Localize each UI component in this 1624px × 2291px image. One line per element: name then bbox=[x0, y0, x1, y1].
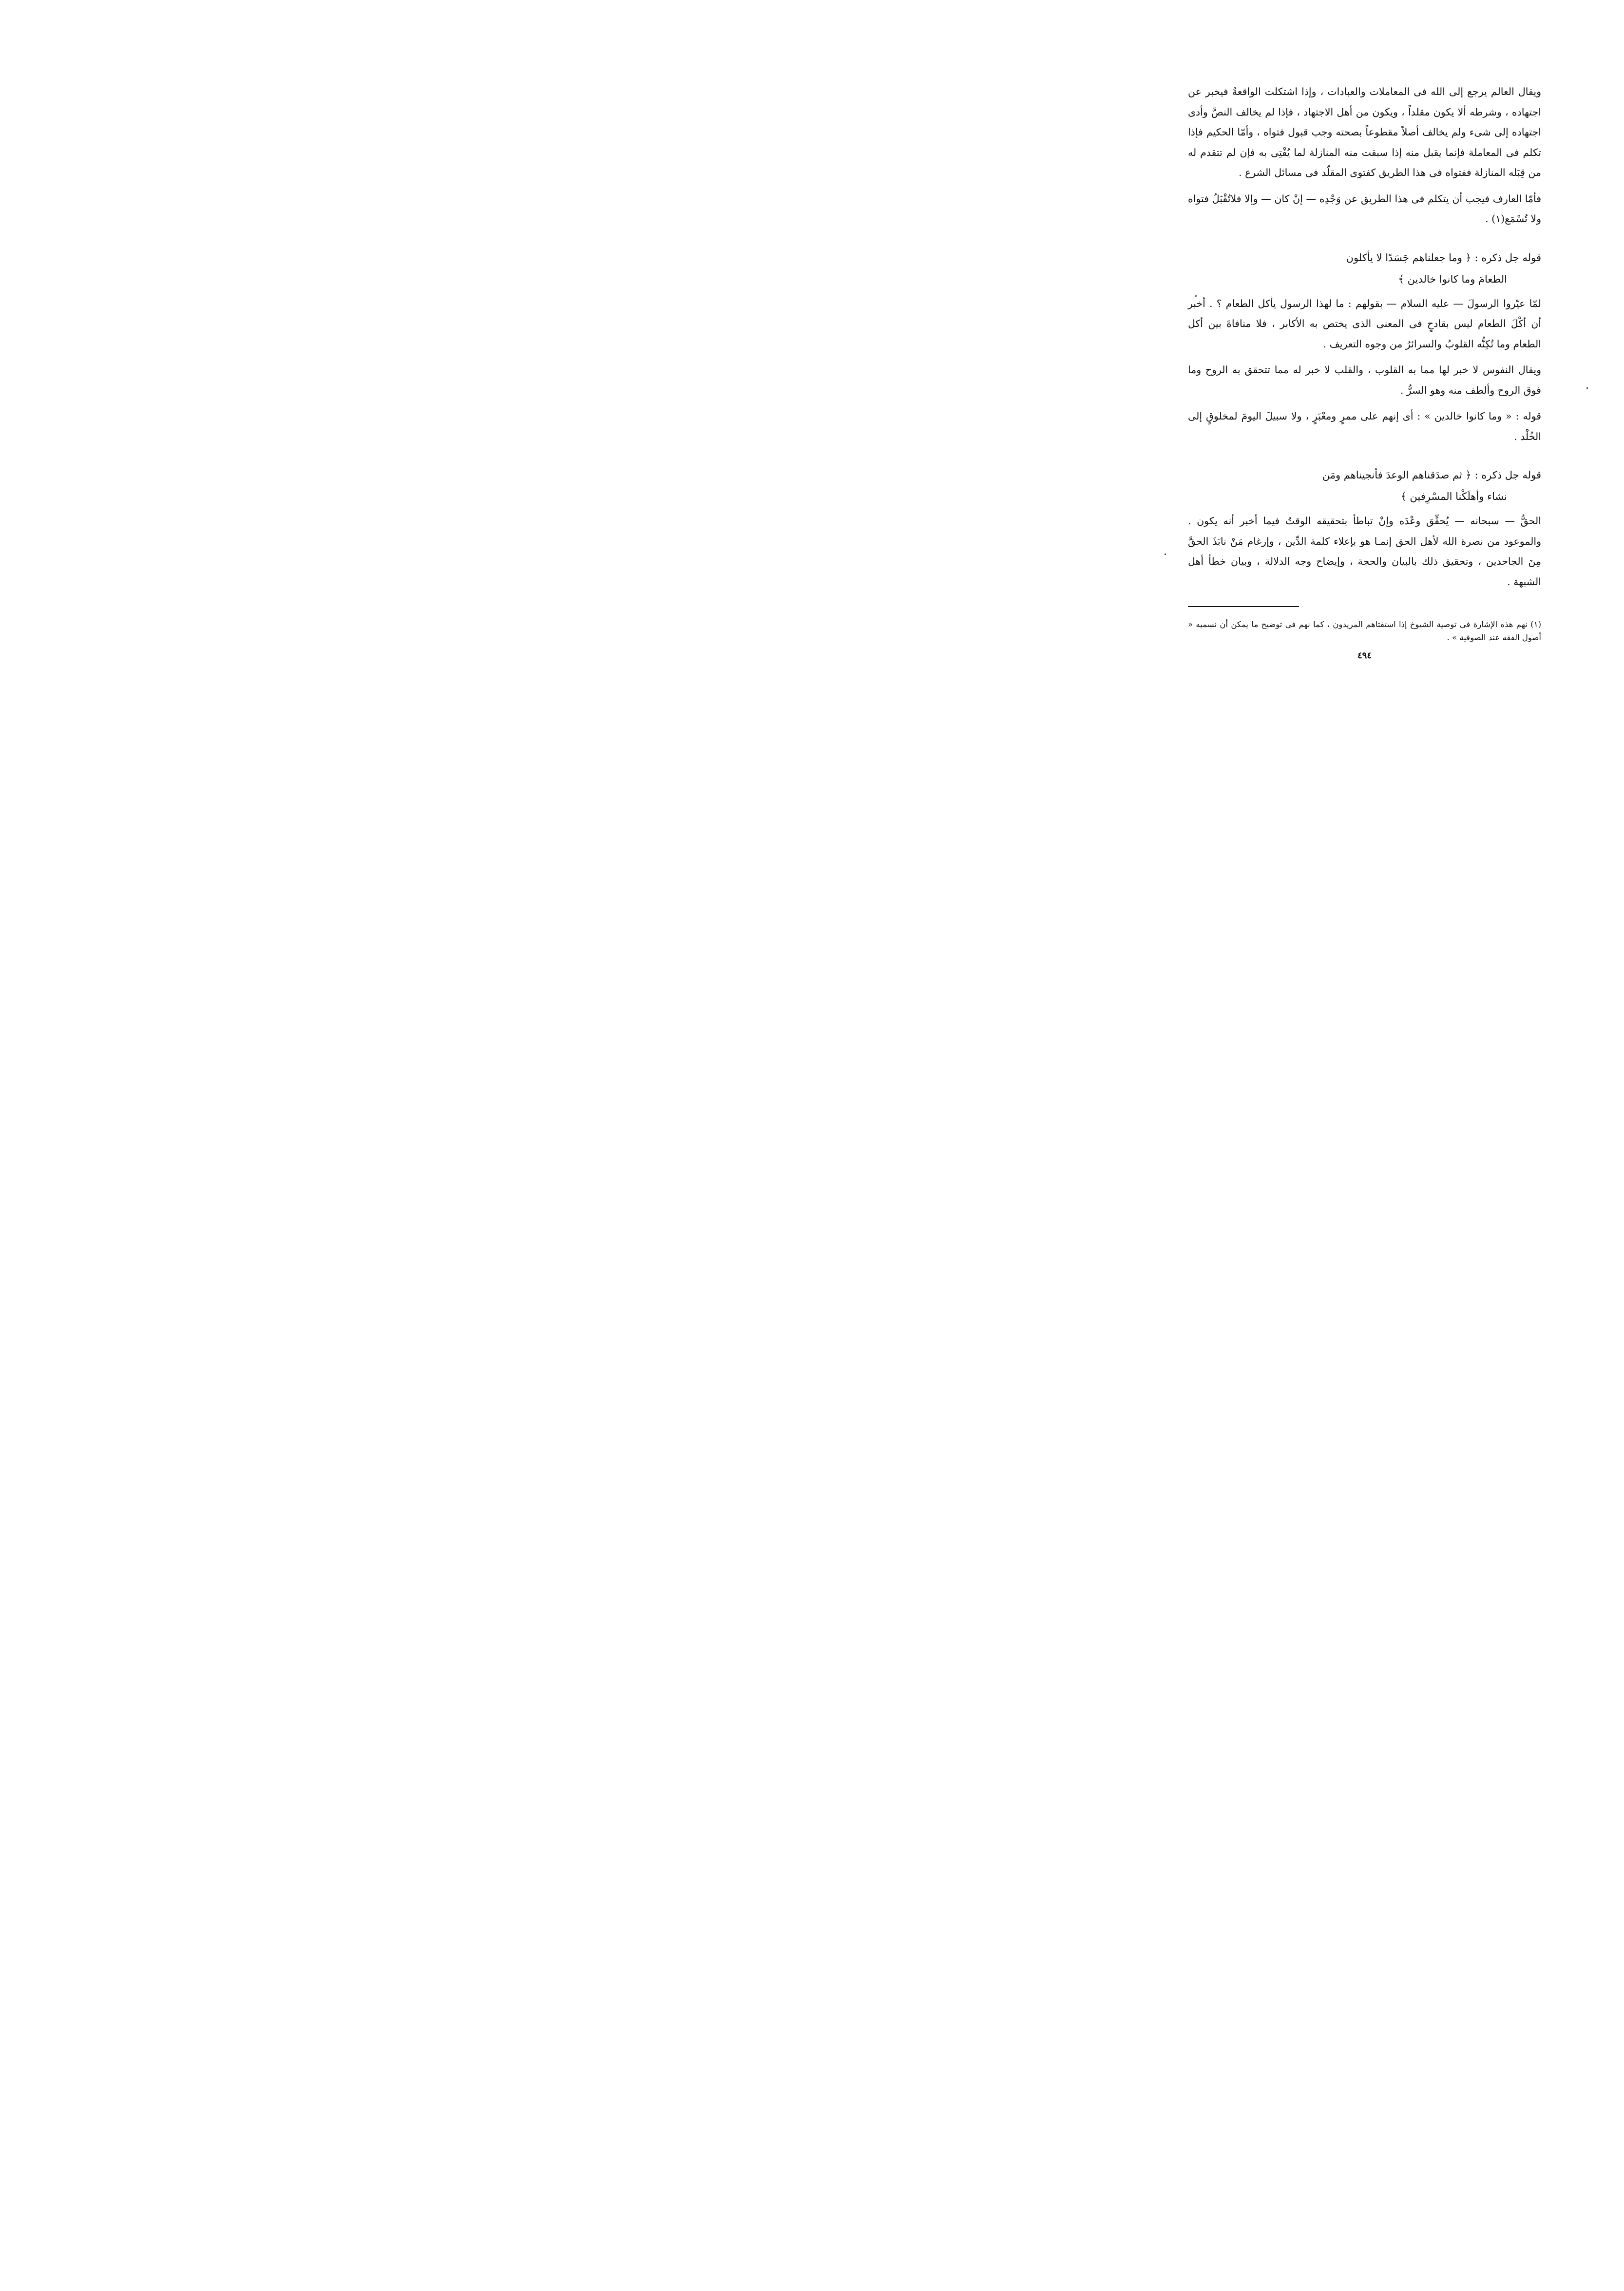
verse-heading-2 bbox=[1188, 464, 1541, 507]
footnote: (١) نهم هذه الإشارة فى توصية الشيوخ إذا استفتاهم المريدون ، كما نهم فى توضيح ما يمكن أن نسميه « أصول الفقه عند الصوفية » . bbox=[1188, 620, 1541, 642]
verse-1-line-2: الطعامَ وما كانوا خالدين ﴾ bbox=[1398, 273, 1507, 285]
footnote-separator bbox=[1188, 606, 1299, 607]
paragraph-5: قوله : « وما كانوا خالدين » : أى إنهم على ممرٍ ومعْبَرٍ ، ولا سبيلَ اليومَ لمخلوقٍ إلى الخُلْد . bbox=[1188, 410, 1541, 442]
page-number: ٤٩٤ bbox=[1357, 650, 1372, 661]
verse-heading-1 bbox=[1188, 247, 1541, 290]
page-body bbox=[1188, 82, 1541, 756]
paragraph-1: ويقال العالم يرجع إلى الله فى المعاملات والعبادات ، وإذا اشتكلت الواقعةُ فيخبر عن اجتهاده ، وشرطه ألا يكون مقلداً ، ويكون من أهل الاجتهاد ، فإذا لم يخالف النصَّ وأدى اجتهاده إلى شىء ولم يخالف أصلاً مقطوعاً بصحته وجب قبول فتواه ، وأمّا الحكيم فإذا تكلم فى المعاملة فإنما يقبل منه إذا سبقت منه المنازلة لما يُفْتِى به فإن لم تتقدم له من قِبَله المنازلة ففتواه فى هذا الطريق كفتوى المقلّد فى مسائل الشرع . bbox=[1188, 86, 1541, 178]
scan-speck bbox=[1586, 387, 1588, 389]
scan-speck bbox=[1165, 554, 1166, 555]
verse-2-line-2: نشاء وأهلَكْنا المسْرِفين ﴾ bbox=[1400, 491, 1507, 502]
scan-speck bbox=[1195, 295, 1197, 297]
verse-2-line-1: قوله جل ذكره : ﴿ ثم صدَقناهم الوعدَ فأنجيناهم ومَن bbox=[1322, 469, 1541, 481]
paragraph-6: الحقُّ — سبحانه — يُحقِّق وعْدَه وإنْ تباطأ بتحقيقه الوقتُ فيما أخبر أنه يكون . والموعود من نصرة الله لأهل الحق إنمـا هو بإعلاء كلمة الدِّين ، وإرغام مَنْ نابَذَ الحقَّ مِنَ الجاحدين ، وتحقيق ذلك بالبيان والحجة ، وإيضاح وجه الدلالة ، وبيان خطأ أهل الشبهة . bbox=[1188, 515, 1541, 588]
page bbox=[1088, 0, 1624, 756]
paragraph-4: ويقال النفوس لا خبر لها مما به القلوب ، والقلب لا خبر له مما تتحقق به الروح وما فوق الروح وألطف منه وهو السرُّ . bbox=[1188, 364, 1541, 396]
verse-1-line-1: قوله جل ذكره : ﴿ وما جعلناهم جَسَدًا لا يأكلون bbox=[1346, 251, 1541, 264]
paragraph-2: فأمّا العارف فيجب أن يتكلم فى هذا الطريق عن وَجْدِه — إنْ كان — وإلا فلاتُقْبَلُ فتواه ولا تُسْمَع(١) . bbox=[1188, 192, 1541, 225]
paragraph-3: لمّا عيّروا الرسولَ — عليه السلام — بقولهم : ما لهذا الرسول يأكل الطعام ؟ . أخبر أن أكْلَ الطعام ليس بقادحٍ فى المعنى الذى يختص به الأكابر ، فلا منافاةَ بين أكل الطعام وما تُكِنُّه القلوبُ والسرائرُ من وجوه التعريف . bbox=[1188, 297, 1541, 350]
